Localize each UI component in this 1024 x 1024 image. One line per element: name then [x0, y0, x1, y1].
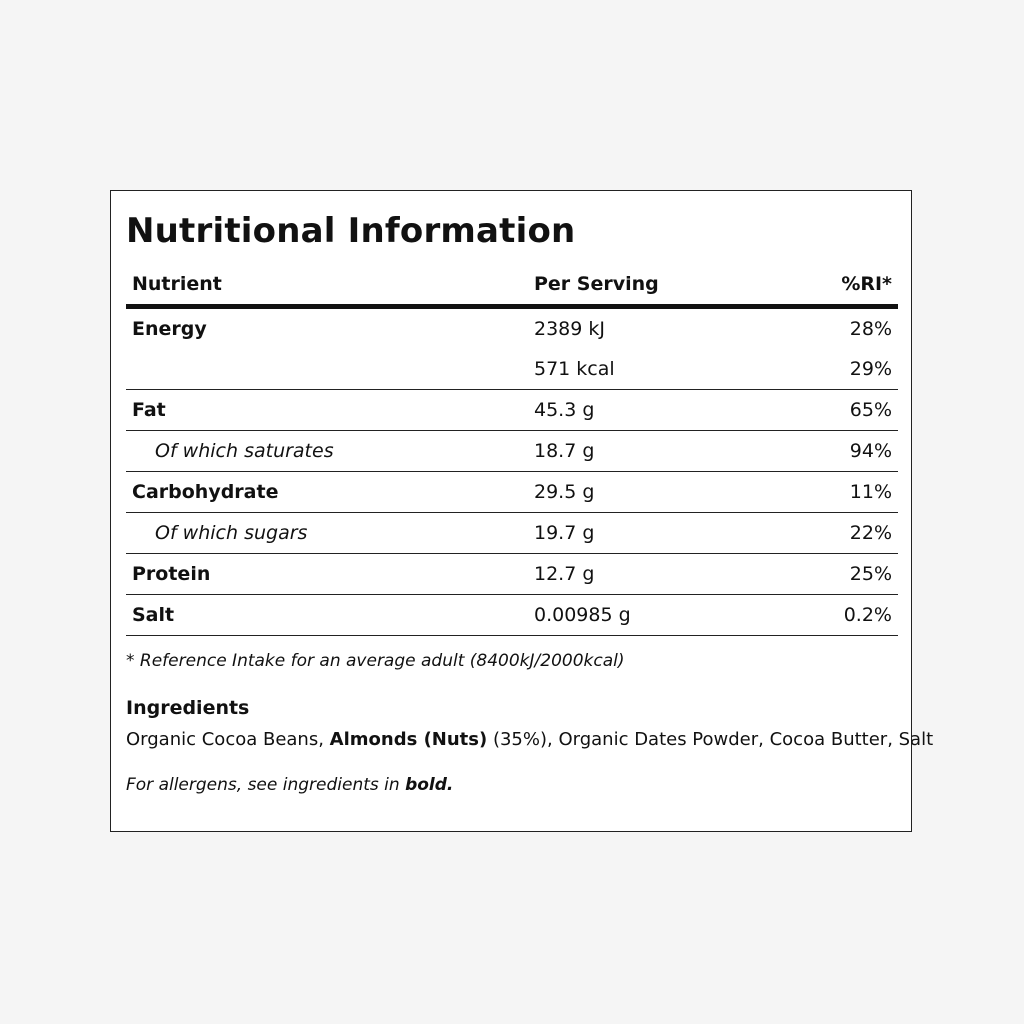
- table-row: [126, 472, 898, 513]
- header-nutrient: Nutrient: [126, 263, 528, 307]
- per-serving-value: 18.7 g: [528, 431, 778, 472]
- nutrient-name: Fat: [126, 390, 528, 431]
- table-row: [126, 390, 898, 431]
- nutrient-name: Of which sugars: [126, 513, 528, 554]
- nutrient-name: Of which saturates: [126, 431, 528, 472]
- ingredients-list: [126, 729, 933, 750]
- ingredients-heading: Ingredients: [126, 697, 250, 719]
- per-serving-value: 45.3 g: [528, 390, 778, 431]
- nutrient-name: Protein: [126, 554, 528, 595]
- ri-value: 11%: [778, 472, 898, 513]
- ingredients-allergen-bold: Almonds (Nuts): [329, 729, 488, 750]
- table-row: [126, 307, 898, 350]
- ri-value: 25%: [778, 554, 898, 595]
- ri-value: 22%: [778, 513, 898, 554]
- per-serving-value: 2389 kJ: [534, 318, 605, 340]
- nutrient-name: Energy: [132, 318, 207, 340]
- ri-value: 0.2%: [778, 595, 898, 636]
- ri-value: 29%: [778, 349, 898, 390]
- nutrient-name: [126, 349, 528, 390]
- header-ri: %RI*: [778, 263, 898, 307]
- per-serving-value: 19.7 g: [528, 513, 778, 554]
- nutrient-name: Carbohydrate: [126, 472, 528, 513]
- per-serving-value: 0.00985 g: [528, 595, 778, 636]
- per-serving-value: 29.5 g: [528, 472, 778, 513]
- reference-intake-footnote: * Reference Intake for an average adult (8400kJ/2000kcal): [126, 651, 625, 671]
- header-per-serving: Per Serving: [528, 263, 778, 307]
- ingredients-part-2: (35%), Organic Dates Powder, Cocoa Butter, Salt: [487, 729, 934, 750]
- ri-value: 94%: [778, 431, 898, 472]
- nutrition-table-wrapper: [126, 263, 898, 636]
- table-row: [126, 554, 898, 595]
- table-row: [126, 431, 898, 472]
- nutrient-name: Salt: [126, 595, 528, 636]
- ri-value: 65%: [778, 390, 898, 431]
- table-row: [126, 595, 898, 636]
- table-row: [126, 349, 898, 390]
- allergen-note-bold: bold.: [405, 775, 454, 795]
- ingredients-part-1: Organic Cocoa Beans,: [126, 729, 330, 750]
- nutrition-panel: [110, 190, 934, 832]
- nutrition-table: [126, 263, 898, 636]
- table-header-row: [126, 263, 898, 307]
- page-title: Nutritional Information: [126, 211, 576, 251]
- ri-value: 28%: [849, 318, 892, 340]
- per-serving-value: 12.7 g: [528, 554, 778, 595]
- per-serving-value: 571 kcal: [528, 349, 778, 390]
- allergen-note: [126, 775, 453, 795]
- allergen-note-text: For allergens, see ingredients in: [126, 775, 406, 795]
- table-row: [126, 513, 898, 554]
